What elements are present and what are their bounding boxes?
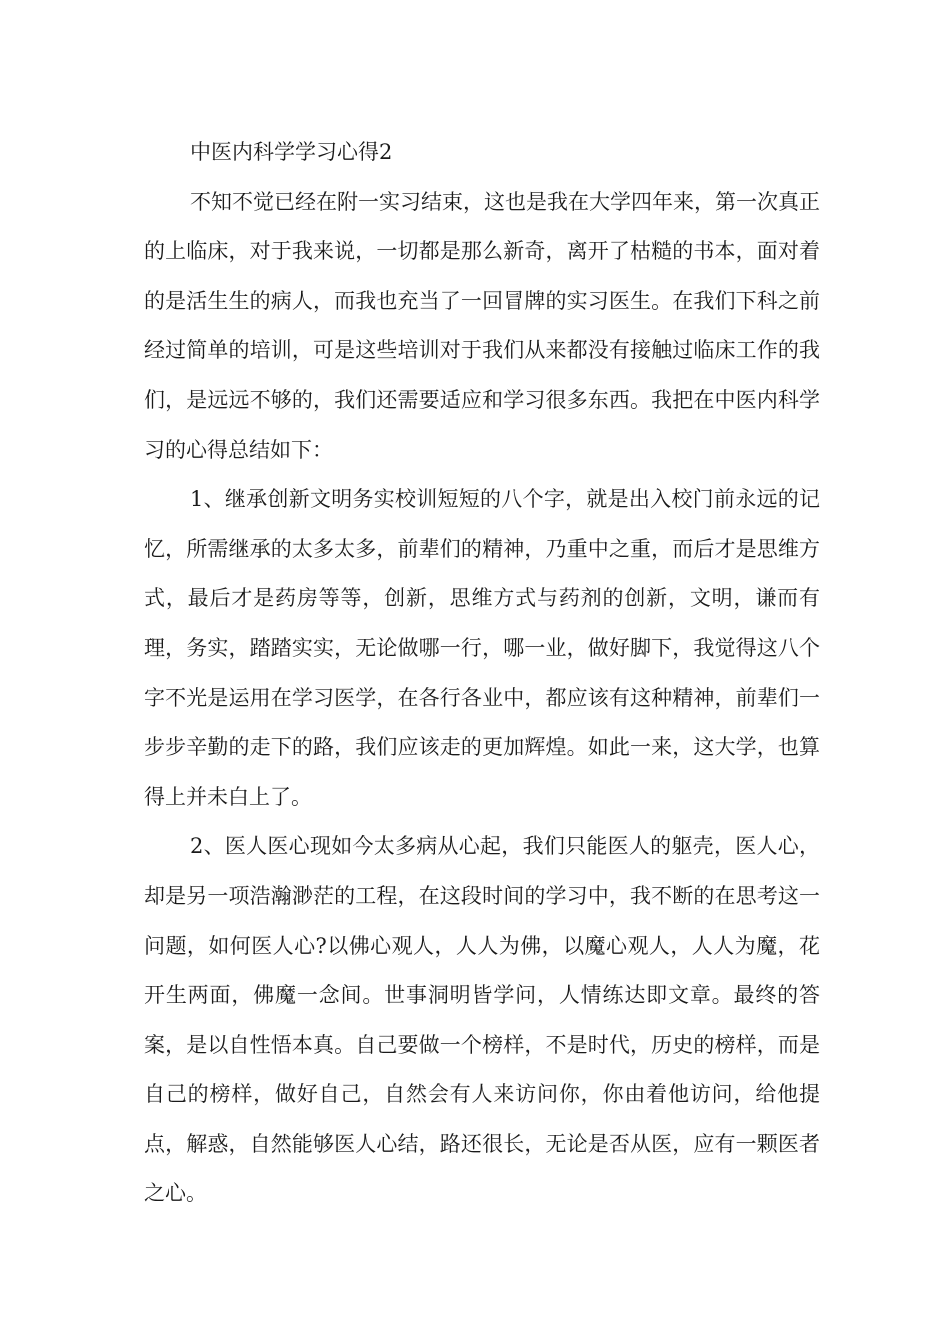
paragraph-intro: 不知不觉已经在附一实习结束，这也是我在大学四年来，第一次真正的上临床，对于我来说，一切都是那么新奇，离开了枯糙的书本，面对着的是活生生的病人，而我也充当了一回冒牌的实习医生。在我们下科之前经过简单的培训，可是这些培训对于我们从来都没有接触过临床工作的我们，是远远不够的，我们还需要适应和学习很多东西。我把在中医内科学习的心得总结如下：: [144, 189, 820, 462]
paragraph-point-1: 1、继承创新文明务实校训短短的八个字，就是出入校门前永远的记忆，所需继承的太多太多，前辈们的精神，乃重中之重，而后才是思维方式，最后才是药房等等，创新，思维方式与药剂的创新，文明，谦而有理，务实，踏踏实实，无论做哪一行，哪一业，做好脚下，我觉得这八个字不光是运用在学习医学，在各行各业中，都应该有这种精神，前辈们一步步辛勤的走下的路，我们应该走的更加辉煌。如此一来，这大学，也算得上并未白上了。: [144, 487, 820, 809]
document-body: [144, 128, 820, 1219]
document-title: 中医内科学学习心得2: [190, 140, 393, 164]
paragraph-point-2: 2、医人医心现如今太多病从心起，我们只能医人的躯壳，医人心，却是另一项浩瀚渺茫的工程，在这段时间的学习中，我不断的在思考这一问题，如何医人心?以佛心观人，人人为佛，以魔心观人，人人为魔，花开生两面，佛魔一念间。世事洞明皆学问，人情练达即文章。最终的答案，是以自性悟本真。自己要做一个榜样，不是时代，历史的榜样，而是自己的榜样，做好自己，自然会有人来访问你，你由着他访问，给他提点，解惑，自然能够医人心结，路还很长，无论是否从医，应有一颗医者之心。: [144, 834, 820, 1206]
